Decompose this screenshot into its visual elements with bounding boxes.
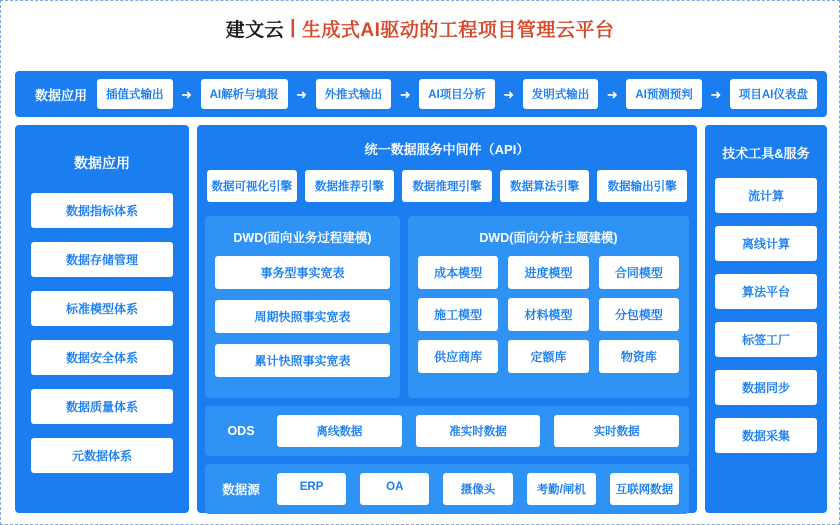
title-brand: 建文云 — [225, 19, 285, 41]
dwd-subject-cell-schedule-model[interactable]: 进度模型 — [508, 256, 588, 289]
right-item-algorithm-platform[interactable]: 算法平台 — [715, 274, 817, 309]
dwd-subject-cell-supplier-library[interactable]: 供应商库 — [418, 340, 498, 373]
data-source-chip-erp[interactable]: ERP — [277, 473, 346, 505]
dwd-subject-cell-subcontract-model[interactable]: 分包模型 — [599, 298, 679, 331]
data-source-items — [277, 473, 679, 505]
data-application-band — [15, 71, 827, 117]
app-chip-inventive-output[interactable]: 发明式输出 — [523, 79, 599, 109]
ods-chip-realtime-data[interactable]: 实时数据 — [554, 415, 679, 447]
api-chip-recommendation-engine[interactable]: 数据推荐引擎 — [305, 170, 395, 202]
right-tools-column — [705, 125, 827, 513]
app-chip-interpolated-output[interactable]: 插值式输出 — [97, 79, 173, 109]
api-engine-row — [205, 170, 689, 208]
ods-chip-offline-data[interactable]: 离线数据 — [277, 415, 402, 447]
dwd-subject-panel — [408, 216, 689, 398]
data-source-row — [205, 464, 689, 514]
data-source-chip-attendance-gate[interactable]: 考勤/闸机 — [527, 473, 596, 505]
dwd-process-item-accumulating-snapshot[interactable]: 累计快照事实宽表 — [215, 344, 390, 377]
right-item-data-collection[interactable]: 数据采集 — [715, 418, 817, 453]
right-item-stream-computing[interactable]: 流计算 — [715, 178, 817, 213]
right-item-data-sync[interactable]: 数据同步 — [715, 370, 817, 405]
dwd-subject-cell-materials-library[interactable]: 物资库 — [599, 340, 679, 373]
arrow-right-icon: ➜ — [296, 86, 308, 102]
center-platform-column — [197, 125, 697, 513]
data-source-chip-internet-data[interactable]: 互联网数据 — [610, 473, 679, 505]
left-column-title: 数据应用 — [74, 155, 130, 171]
api-chip-algorithm-engine[interactable]: 数据算法引擎 — [500, 170, 590, 202]
dwd-subject-cell-construction-model[interactable]: 施工模型 — [418, 298, 498, 331]
right-column-title: 技术工具&服务 — [722, 146, 810, 161]
dwd-subject-grid — [418, 256, 679, 373]
app-chip-ai-prediction[interactable]: AI预测预判 — [626, 79, 702, 109]
app-chip-extrapolated-output[interactable]: 外推式输出 — [316, 79, 392, 109]
left-governance-column — [15, 125, 189, 513]
arrow-right-icon: ➜ — [181, 86, 192, 102]
right-item-offline-computing[interactable]: 离线计算 — [715, 226, 817, 261]
api-middleware-title: 统一数据服务中间件（API） — [364, 142, 530, 157]
diagram-body — [15, 125, 827, 513]
data-source-chip-oa[interactable]: OA — [360, 473, 429, 505]
left-item-standard-model-system[interactable]: 标准模型体系 — [31, 291, 173, 326]
dwd-process-item-transaction-fact[interactable]: 事务型事实宽表 — [215, 256, 390, 289]
data-source-label: 数据源 — [222, 483, 260, 497]
dwd-row — [205, 216, 689, 398]
app-chip-ai-project-analysis[interactable]: AI项目分析 — [419, 79, 495, 109]
left-item-metric-system[interactable]: 数据指标体系 — [31, 193, 173, 228]
arrow-right-icon: ➜ — [606, 86, 618, 102]
ods-items — [277, 415, 679, 447]
data-source-chip-camera[interactable]: 摄像头 — [443, 473, 512, 505]
data-application-band-label: 数据应用 — [34, 87, 87, 103]
left-item-quality-system[interactable]: 数据质量体系 — [31, 389, 173, 424]
left-item-security-system[interactable]: 数据安全体系 — [31, 340, 173, 375]
api-chip-output-engine[interactable]: 数据输出引擎 — [597, 170, 687, 202]
dwd-subject-cell-cost-model[interactable]: 成本模型 — [418, 256, 498, 289]
dwd-subject-cell-material-model[interactable]: 材料模型 — [508, 298, 588, 331]
dwd-process-panel — [205, 216, 400, 398]
title-subtitle: 生成式AI驱动的工程项目管理云平台 — [301, 19, 615, 41]
data-application-chain — [97, 79, 817, 109]
dwd-process-title: DWD(面向业务过程建模) — [233, 231, 372, 245]
ods-label: ODS — [227, 424, 255, 438]
arrow-right-icon: ➜ — [710, 86, 722, 102]
arrow-right-icon: ➜ — [503, 86, 515, 102]
ods-row — [205, 406, 689, 456]
arrow-right-icon: ➜ — [399, 86, 411, 102]
app-chip-ai-parse-fill[interactable]: AI解析与填报 — [201, 79, 288, 109]
page-title — [1, 1, 839, 55]
dwd-subject-cell-contract-model[interactable]: 合同模型 — [599, 256, 679, 289]
left-item-metadata-system[interactable]: 元数据体系 — [31, 438, 173, 473]
dwd-subject-cell-quota-library[interactable]: 定额库 — [508, 340, 588, 373]
dwd-subject-title: DWD(面向分析主题建模) — [479, 231, 618, 245]
left-item-storage-management[interactable]: 数据存储管理 — [31, 242, 173, 277]
dwd-process-item-periodic-snapshot[interactable]: 周期快照事实宽表 — [215, 300, 390, 333]
api-chip-reasoning-engine[interactable]: 数据推理引擎 — [402, 170, 492, 202]
title-separator: | — [290, 17, 296, 38]
right-item-label-factory[interactable]: 标签工厂 — [715, 322, 817, 357]
ods-chip-near-realtime-data[interactable]: 准实时数据 — [416, 415, 541, 447]
api-chip-visualization-engine[interactable]: 数据可视化引擎 — [207, 170, 297, 202]
app-chip-project-ai-dashboard[interactable]: 项目AI仪表盘 — [730, 79, 817, 109]
